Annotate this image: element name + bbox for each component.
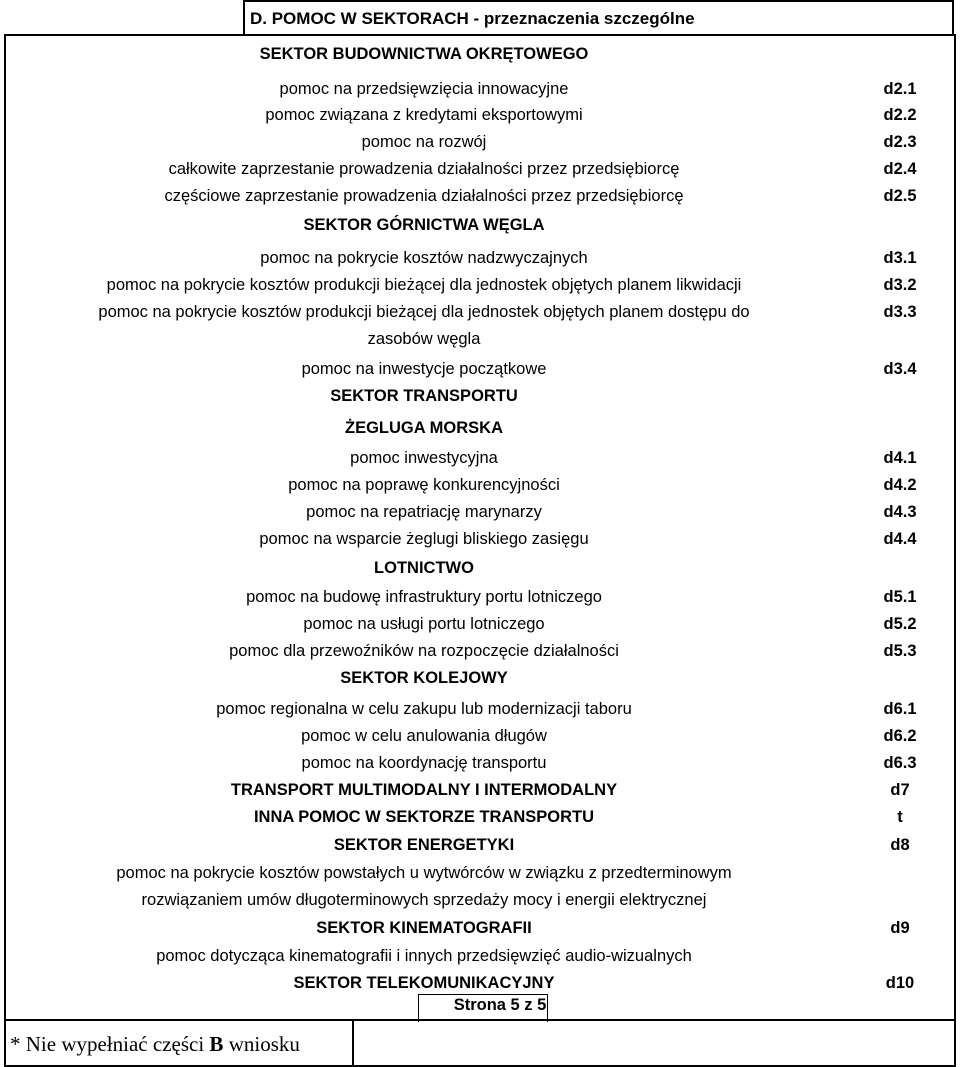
section-heading: SEKTOR TELEKOMUNIKACYJNY [293, 974, 555, 992]
aid-description: pomoc na koordynację transportu [301, 754, 547, 772]
aid-code: d3.2 [883, 276, 917, 294]
footer-bold: B [209, 1032, 224, 1056]
aid-code: d2.1 [883, 80, 917, 98]
aid-code: d3.3 [883, 303, 917, 321]
aid-code: d2.5 [883, 187, 917, 205]
aid-description: pomoc na rozwój [361, 133, 487, 151]
aid-description: całkowite zaprzestanie prowadzenia działalności przez przedsiębiorcę [168, 160, 680, 178]
aid-description: pomoc dla przewoźników na rozpoczęcie działalności [229, 642, 619, 660]
aid-description: pomoc na pokrycie kosztów produkcji bieżącej dla jednostek objętych planem dostępu do [98, 303, 750, 321]
aid-code: d5.3 [883, 642, 917, 660]
aid-description: pomoc na przedsięwzięcia innowacyjne [279, 80, 569, 98]
aid-code: d2.3 [883, 133, 917, 151]
aid-description: pomoc na repatriację marynarzy [306, 503, 542, 521]
aid-description: pomoc na wsparcie żeglugi bliskiego zasięgu [259, 530, 589, 548]
aid-code: d6.3 [883, 754, 917, 772]
section-heading: ŻEGLUGA MORSKA [345, 419, 503, 437]
section-heading: SEKTOR GÓRNICTWA WĘGLA [303, 216, 545, 234]
footer-prefix: * Nie wypełniać części [10, 1032, 210, 1056]
section-heading: SEKTOR BUDOWNICTWA OKRĘTOWEGO [259, 45, 589, 63]
page-number: Strona 5 z 5 [453, 996, 547, 1014]
section-heading: INNA POMOC W SEKTORZE TRANSPORTU [253, 808, 595, 826]
aid-description: pomoc na inwestycje początkowe [301, 360, 547, 378]
footer-note [10, 1032, 300, 1057]
aid-code: d5.1 [883, 588, 917, 606]
aid-code: d6.2 [883, 727, 917, 745]
aid-code: d4.1 [883, 449, 917, 467]
aid-description: pomoc dotycząca kinematografii i innych przedsięwzięć audio-wizualnych [156, 947, 692, 965]
aid-description: pomoc na usługi portu lotniczego [303, 615, 545, 633]
section-heading: SEKTOR KINEMATOGRAFII [316, 919, 532, 937]
section-title: D. POMOC W SEKTORACH - przeznaczenia szczególne [250, 9, 695, 28]
aid-description: pomoc związana z kredytami eksportowymi [265, 106, 583, 124]
section-heading: SEKTOR TRANSPORTU [330, 387, 518, 405]
aid-code: d4.3 [883, 503, 917, 521]
aid-code: t [897, 808, 903, 826]
aid-code: d2.4 [883, 160, 917, 178]
aid-description: pomoc inwestycyjna [350, 449, 498, 467]
aid-description: pomoc regionalna w celu zakupu lub modernizacji taboru [216, 700, 632, 718]
aid-description: zasobów węgla [367, 330, 481, 348]
aid-code: d3.4 [883, 360, 917, 378]
aid-description: pomoc na pokrycie kosztów produkcji bieżącej dla jednostek objętych planem likwidacji [106, 276, 742, 294]
aid-code: d4.2 [883, 476, 917, 494]
footer-suffix: wniosku [223, 1032, 300, 1056]
aid-description: pomoc na pokrycie kosztów powstałych u wytwórców w związku z przedterminowym [116, 864, 732, 882]
aid-code: d3.1 [883, 249, 917, 267]
aid-code: d6.1 [883, 700, 917, 718]
section-heading: TRANSPORT MULTIMODALNY I INTERMODALNY [230, 781, 618, 799]
aid-description: rozwiązaniem umów długoterminowych sprzedaży mocy i energii elektrycznej [141, 891, 707, 909]
aid-description: częściowe zaprzestanie prowadzenia działalności przez przedsiębiorcę [164, 187, 684, 205]
aid-code: d4.4 [883, 530, 917, 548]
aid-code: d8 [890, 836, 910, 854]
section-heading: SEKTOR KOLEJOWY [340, 669, 508, 687]
aid-description: pomoc na pokrycie kosztów nadzwyczajnych [260, 249, 588, 267]
aid-code: d9 [890, 919, 910, 937]
section-heading: SEKTOR ENERGETYKI [333, 836, 515, 854]
aid-description: pomoc w celu anulowania długów [301, 727, 547, 745]
aid-code: d10 [885, 974, 915, 992]
aid-description: pomoc na budowę infrastruktury portu lotniczego [246, 588, 602, 606]
aid-code: d2.2 [883, 106, 917, 124]
aid-code: d5.2 [883, 615, 917, 633]
aid-description: pomoc na poprawę konkurencyjności [288, 476, 560, 494]
section-heading: LOTNICTWO [374, 559, 474, 577]
aid-code: d7 [890, 781, 910, 799]
